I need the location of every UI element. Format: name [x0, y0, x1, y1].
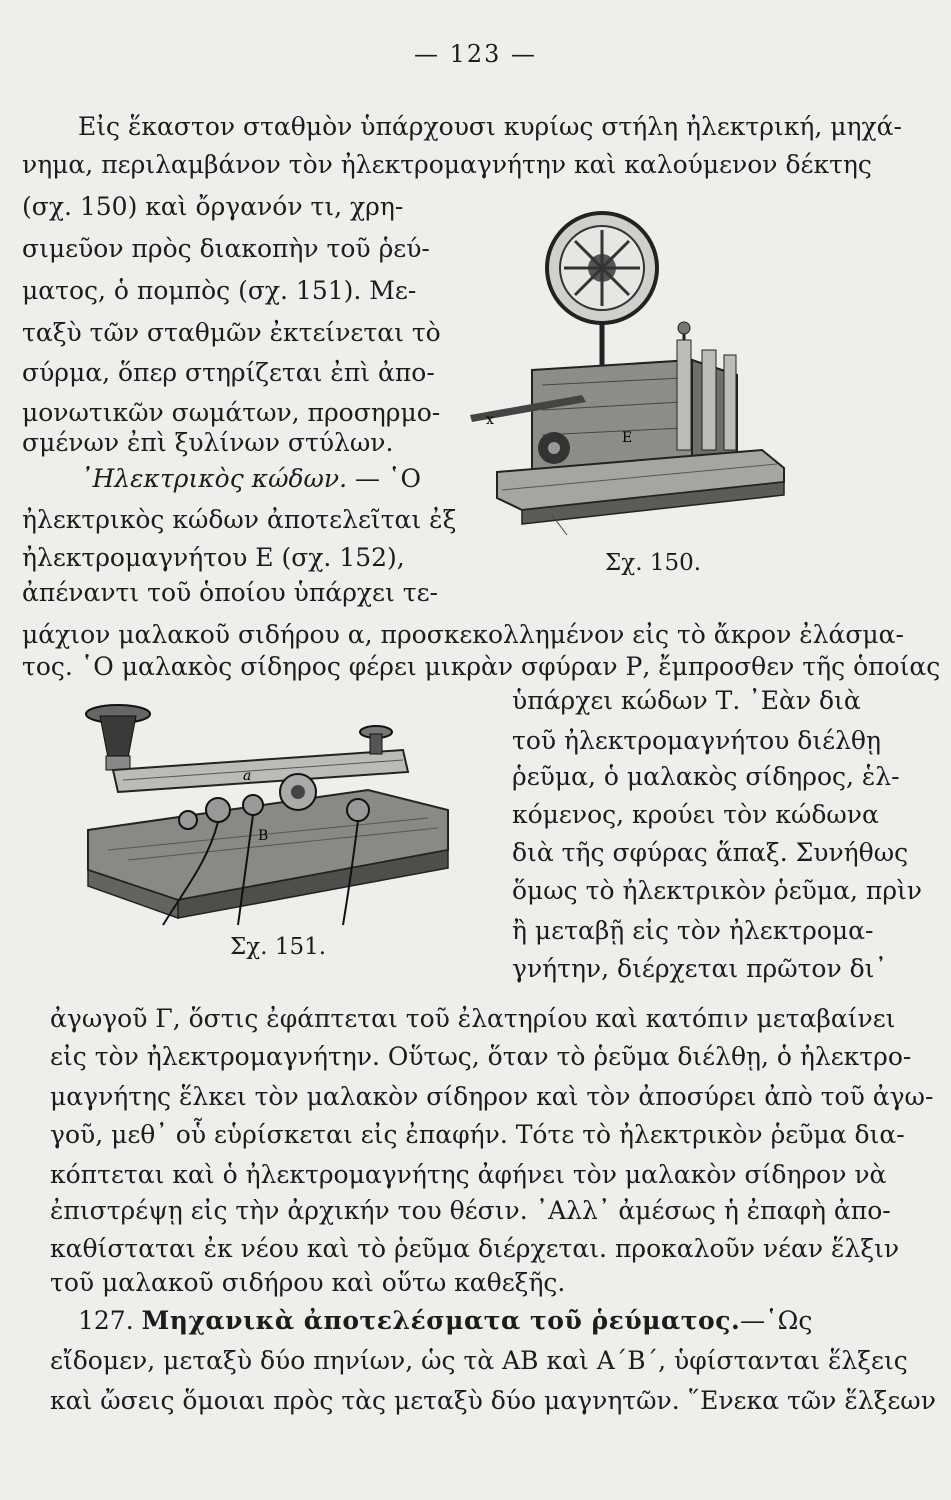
text-line: μάχιον μαλακοῦ σιδήρου α, προσκεκολλημένον εἰς τὸ ἄκρον ἐλάσμα-	[22, 620, 904, 649]
fig150-label-x: x	[486, 412, 494, 428]
text-line: σύρμα, ὅπερ στηρίζεται ἐπὶ ἀπο-	[22, 358, 435, 387]
section-number: 127.	[78, 1306, 134, 1335]
text-line: ἀγωγοῦ Γ, ὅστις ἐφάπτεται τοῦ ἐλατηρίου καὶ κατόπιν μεταβαίνει	[50, 1004, 896, 1033]
figure-150-telegraph-receiver	[462, 210, 797, 555]
text-line: ἠλεκτρικὸς κώδων ἀποτελεῖται ἐξ	[22, 505, 457, 534]
text-line: τοῦ μαλακοῦ σιδήρου καὶ οὕτω καθεξῆς.	[50, 1268, 566, 1297]
text-line: σιμεῦον πρὸς διακοπὴν τοῦ ῥεύ-	[22, 234, 430, 263]
section-rest: —῾Ως	[740, 1306, 813, 1335]
text-line: ἢ μεταβῇ εἰς τὸν ἠλεκτρομα-	[512, 916, 874, 945]
text-line: μαγνήτης ἕλκει τὸν μαλακὸν σίδηρον καὶ τὸν ἀποσύρει ἀπὸ τοῦ ἀγω-	[50, 1082, 934, 1111]
subheading-line	[80, 464, 421, 494]
text-line: γοῦ, μεθ᾿ οὗ εὑρίσκεται εἰς ἐπαφήν. Τότε τὸ ἠλεκτρικὸν ῥεῦμα δια-	[50, 1120, 905, 1149]
text-line: νημα, περιλαμβάνον τὸν ἠλεκτρομαγνήτην καὶ καλούμενον δέκτης	[22, 150, 872, 179]
text-line: Εἰς ἕκαστον σταθμὸν ὑπάρχουσι κυρίως στήλη ἠλεκτρική, μηχά-	[78, 112, 902, 141]
text-line: ἐπιστρέψῃ εἰς τὴν ἀρχικήν του θέσιν. ᾿Αλλ᾿ ἀμέσως ἡ ἐπαφὴ ἀπο-	[50, 1196, 891, 1225]
figure-151-telegraph-key	[68, 700, 463, 930]
fig151-label-a: a	[243, 768, 252, 784]
text-line: ὑπάρχει κώδων Τ. ᾿Εὰν διὰ	[512, 686, 861, 715]
page-number: — 123 —	[413, 40, 538, 68]
subheading-rest: — ῾Ο	[347, 464, 421, 493]
text-line: διὰ τῆς σφύρας ἅπαξ. Συνήθως	[512, 838, 909, 867]
figure-150-caption: Σχ. 150.	[605, 550, 702, 576]
section-title: Μηχανικὰ ἀποτελέσματα τοῦ ῥεύματος.	[141, 1306, 741, 1335]
text-line: καθίσταται ἐκ νέου καὶ τὸ ῥεῦμα διέρχεται. προκαλοῦν νέαν ἕλξιν	[50, 1234, 900, 1263]
text-line: ἠλεκτρομαγνήτου Ε (σχ. 152),	[22, 543, 405, 572]
figure-151-caption: Σχ. 151.	[230, 934, 327, 960]
text-line: τοῦ ἠλεκτρομαγνήτου διέλθῃ	[512, 726, 881, 755]
text-line: εἴδομεν, μεταξὺ δύο πηνίων, ὡς τὰ ΑΒ καὶ Α΄Β΄, ὑφίστανται ἕλξεις	[50, 1346, 908, 1375]
text-line: ὅμως τὸ ἠλεκτρικὸν ῥεῦμα, πρὶν	[512, 876, 923, 905]
text-line: κόμενος, κρούει τὸν κώδωνα	[512, 800, 879, 829]
text-line: ῥεῦμα, ὁ μαλακὸς σίδηρος, ἑλ-	[512, 762, 900, 791]
section-heading	[78, 1306, 812, 1336]
text-line: ταξὺ τῶν σταθμῶν ἐκτείνεται τὸ	[22, 318, 441, 347]
text-line: καὶ ὤσεις ὅμοιαι πρὸς τὰς μεταξὺ δύο μαγνητῶν. ῞Ενεκα τῶν ἕλξεων	[50, 1386, 936, 1415]
text-line: μονωτικῶν σωμάτων, προσηρμο-	[22, 398, 441, 427]
text-line: (σχ. 150) καὶ ὄργανόν τι, χρη-	[22, 192, 404, 221]
fig151-label-b: B	[258, 828, 269, 844]
fig150-label-e: E	[622, 430, 633, 446]
text-line: γνήτην, διέρχεται πρῶτον δι᾿	[512, 954, 887, 983]
text-line: σμένων ἐπὶ ξυλίνων στύλων.	[22, 428, 394, 457]
text-line: ἀπέναντι τοῦ ὁποίου ὑπάρχει τε-	[22, 578, 438, 607]
text-line: ματος, ὁ πομπὸς (σχ. 151). Με-	[22, 276, 417, 305]
subheading-title: ᾿Ηλεκτρικὸς κώδων.	[80, 464, 348, 493]
text-line: κόπτεται καὶ ὁ ἠλεκτρομαγνήτης ἀφήνει τὸν μαλακὸν σίδηρον νὰ	[50, 1160, 887, 1189]
text-line: τος. ῾Ο μαλακὸς σίδηρος φέρει μικρὰν σφύραν Ρ, ἔμπροσθεν τῆς ὁποίας	[22, 652, 941, 681]
text-line: εἰς τὸν ἠλεκτρομαγνήτην. Οὕτως, ὅταν τὸ ῥεῦμα διέλθῃ, ὁ ἠλεκτρο-	[50, 1042, 912, 1071]
